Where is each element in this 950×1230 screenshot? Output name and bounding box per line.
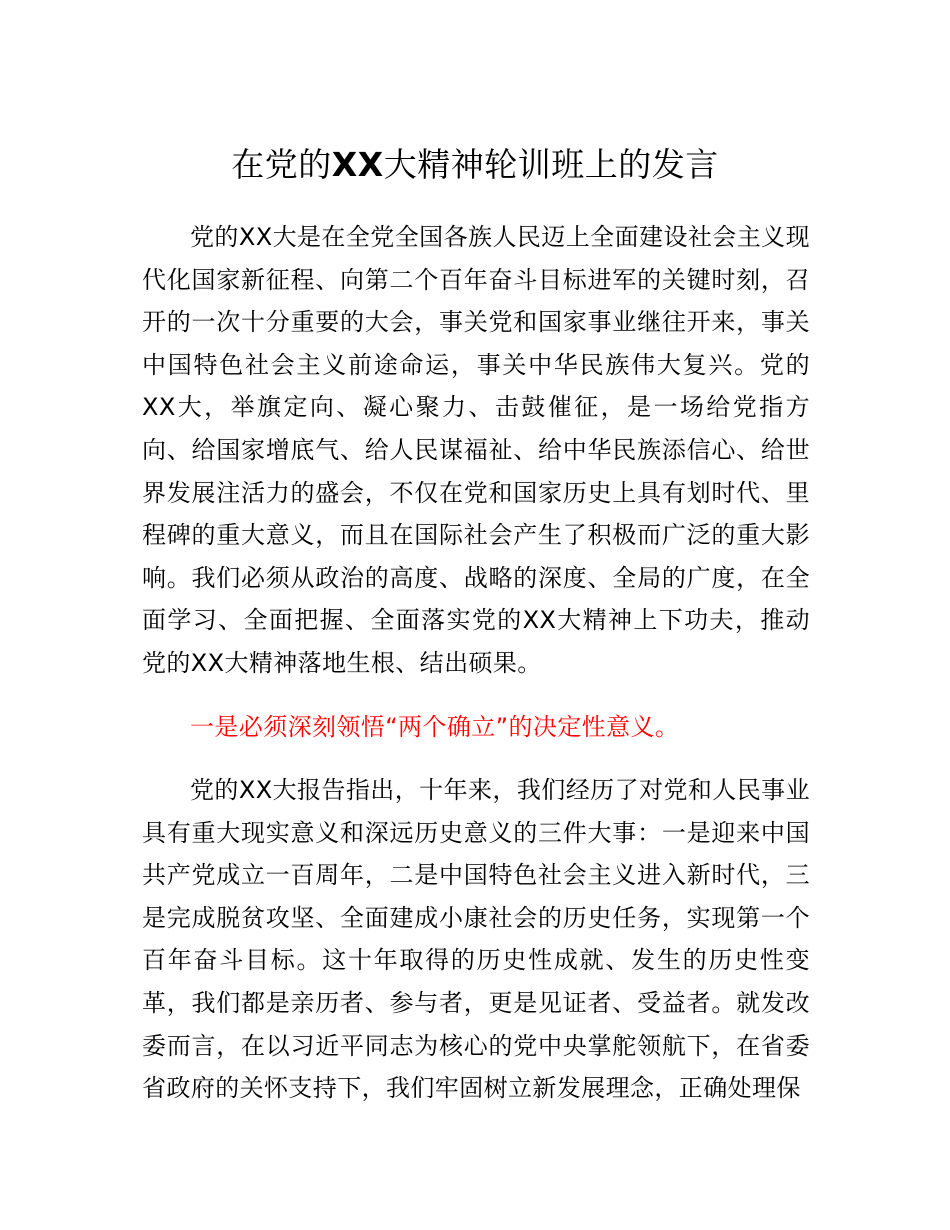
paragraph-1: 党的XX大是在全党全国各族人民迈上全面建设社会主义现代化国家新征程、向第二个百年奋斗目标进军的关键时刻，召开的一次十分重要的大会，事关党和国家事业继往开来，事关中国特色社会主义前途命运，事关中华民族伟大复兴。党的XX大，举旗定向、凝心聚力、击鼓催征，是一场给党指方向、给国家增底气、给人民谋福祉、给中华民族添信心、给世界发展注活力的盛会，不仅在党和国家历史上具有划时代、里程碑的重大意义，而且在国际社会产生了积极而广泛的重大影响。我们必须从政治的高度、战略的深度、全局的广度，在全面学习、全面把握、全面落实党的XX大精神上下功夫，推动党的XX大精神落地生根、结出硕果。 [142, 223, 810, 677]
section-heading: 一是必须深刻领悟“两个确立”的决定性意义。 [190, 713, 680, 741]
title-prefix: 在党的 [231, 145, 332, 184]
document-title [0, 140, 950, 190]
title-suffix: 大精神轮训班上的发言 [383, 145, 719, 184]
paragraph-2: 党的XX大报告指出，十年来，我们经历了对党和人民事业具有重大现实意义和深远历史意义的三件大事：一是迎来中国共产党成立一百周年，二是中国特色社会主义进入新时代，三是完成脱贫攻坚、全面建成小康社会的历史任务，实现第一个百年奋斗目标。这十年取得的历史性成就、发生的历史性变革，我们都是亲历者、参与者，更是见证者、受益者。就发改委而言，在以习近平同志为核心的党中央掌舵领航下，在省委省政府的关怀支持下，我们牢固树立新发展理念，正确处理保 [142, 776, 810, 1103]
title-bold: XX [331, 145, 384, 184]
